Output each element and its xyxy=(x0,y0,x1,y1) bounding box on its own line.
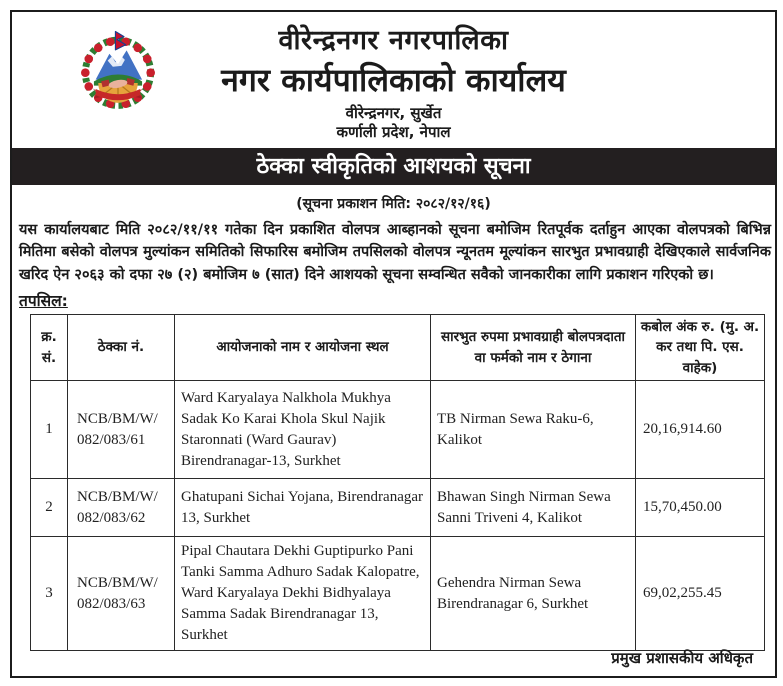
office-name: नगर कार्यपालिकाको कार्यालय xyxy=(221,61,566,99)
notice-title-banner: ठेक्का स्वीकृतिको आशयको सूचना xyxy=(12,148,775,185)
cell-quoted-amount: 69,02,255.45 xyxy=(636,537,765,651)
tender-details-table xyxy=(30,314,765,651)
table-row xyxy=(31,381,765,479)
cell-quoted-amount: 20,16,914.60 xyxy=(636,381,765,479)
cell-project-name: Ward Karyalaya Nalkhola Mukhya Sadak Ko Karai Khola Skul Najik Staronnati (Ward Gaurav) Birendranagar-13, Surkhet xyxy=(175,381,431,479)
cell-bidder-name: TB Nirman Sewa Raku-6, Kalikot xyxy=(431,381,636,479)
tapasil-label: तपसिल: xyxy=(19,292,68,310)
header-serial-number: क्र. सं. xyxy=(31,315,68,381)
cell-contract-no: NCB/BM/W/ 082/083/63 xyxy=(68,537,175,651)
table-row xyxy=(31,537,765,651)
cell-quoted-amount: 15,70,450.00 xyxy=(636,479,765,537)
cell-contract-no: NCB/BM/W/ 082/083/61 xyxy=(68,381,175,479)
signatory-title: प्रमुख प्रशासकीय अधिकृत xyxy=(611,649,753,667)
address-line-1: वीरेन्द्रनगर, सुर्खेत xyxy=(345,104,442,122)
header-project-name: आयोजनाको नाम र आयोजना स्थल xyxy=(175,315,431,381)
notice-body-paragraph: यस कार्यालयबाट मिति २०८२/११/११ गतेका दिन प्रकाशित वोलपत्र आब्हानको सूचना बमोजिम रितपूर्वक दर्ताहुन आएका वोलपत्रको बिभिन्न मितिमा बसेको वोलपत्र मुल्यांकन समितिको सिफारिस बमोजिम तपसिलको वोलपत्र न्यूनतम मूल्यांकन सारभुत प्रभावग्राही देखिएकाले सार्वजनिक खरिद ऐन २०६३ को दफा २७ (२) बमोजिम ७ (सात) दिने आशयको सूचना सम्वन्धित सवैको जानकारीका लागि प्रकाशन गरिएको छ। xyxy=(19,222,771,283)
cell-serial-number: 3 xyxy=(31,537,68,651)
header-bidder-name: सारभुत रुपमा प्रभावग्राही बोलपत्रदाता वा फर्मको नाम र ठेगाना xyxy=(431,315,636,381)
address-line-2: कर्णाली प्रदेश, नेपाल xyxy=(336,123,451,141)
document-border xyxy=(10,10,777,678)
publish-date-line: (सूचना प्रकाशन मिति: २०८२/१२/१६) xyxy=(296,196,491,212)
cell-bidder-name: Gehendra Nirman Sewa Birendranagar 6, Surkhet xyxy=(431,537,636,651)
header-quoted-amount: कबोल अंक रु. (मु. अ. कर तथा पि. एस. वाहेक) xyxy=(636,315,765,381)
cell-bidder-name: Bhawan Singh Nirman Sewa Sanni Triveni 4, Kalikot xyxy=(431,479,636,537)
municipality-name: वीरेन्द्रनगर नगरपालिका xyxy=(278,25,509,56)
cell-project-name: Pipal Chautara Dekhi Guptipurko Pani Tanki Samma Adhuro Sadak Kalopatre, Ward Karyalaya Dekhi Bidhyalaya Samma Sadak Birendranagar 13, Surkhet xyxy=(175,537,431,651)
cell-project-name: Ghatupani Sichai Yojana, Birendranagar 13, Surkhet xyxy=(175,479,431,537)
header-contract-no: ठेक्का नं. xyxy=(68,315,175,381)
cell-serial-number: 2 xyxy=(31,479,68,537)
table-row xyxy=(31,479,765,537)
cell-contract-no: NCB/BM/W/ 082/083/62 xyxy=(68,479,175,537)
cell-serial-number: 1 xyxy=(31,381,68,479)
letterhead xyxy=(12,20,775,142)
table-header-row xyxy=(31,315,765,381)
